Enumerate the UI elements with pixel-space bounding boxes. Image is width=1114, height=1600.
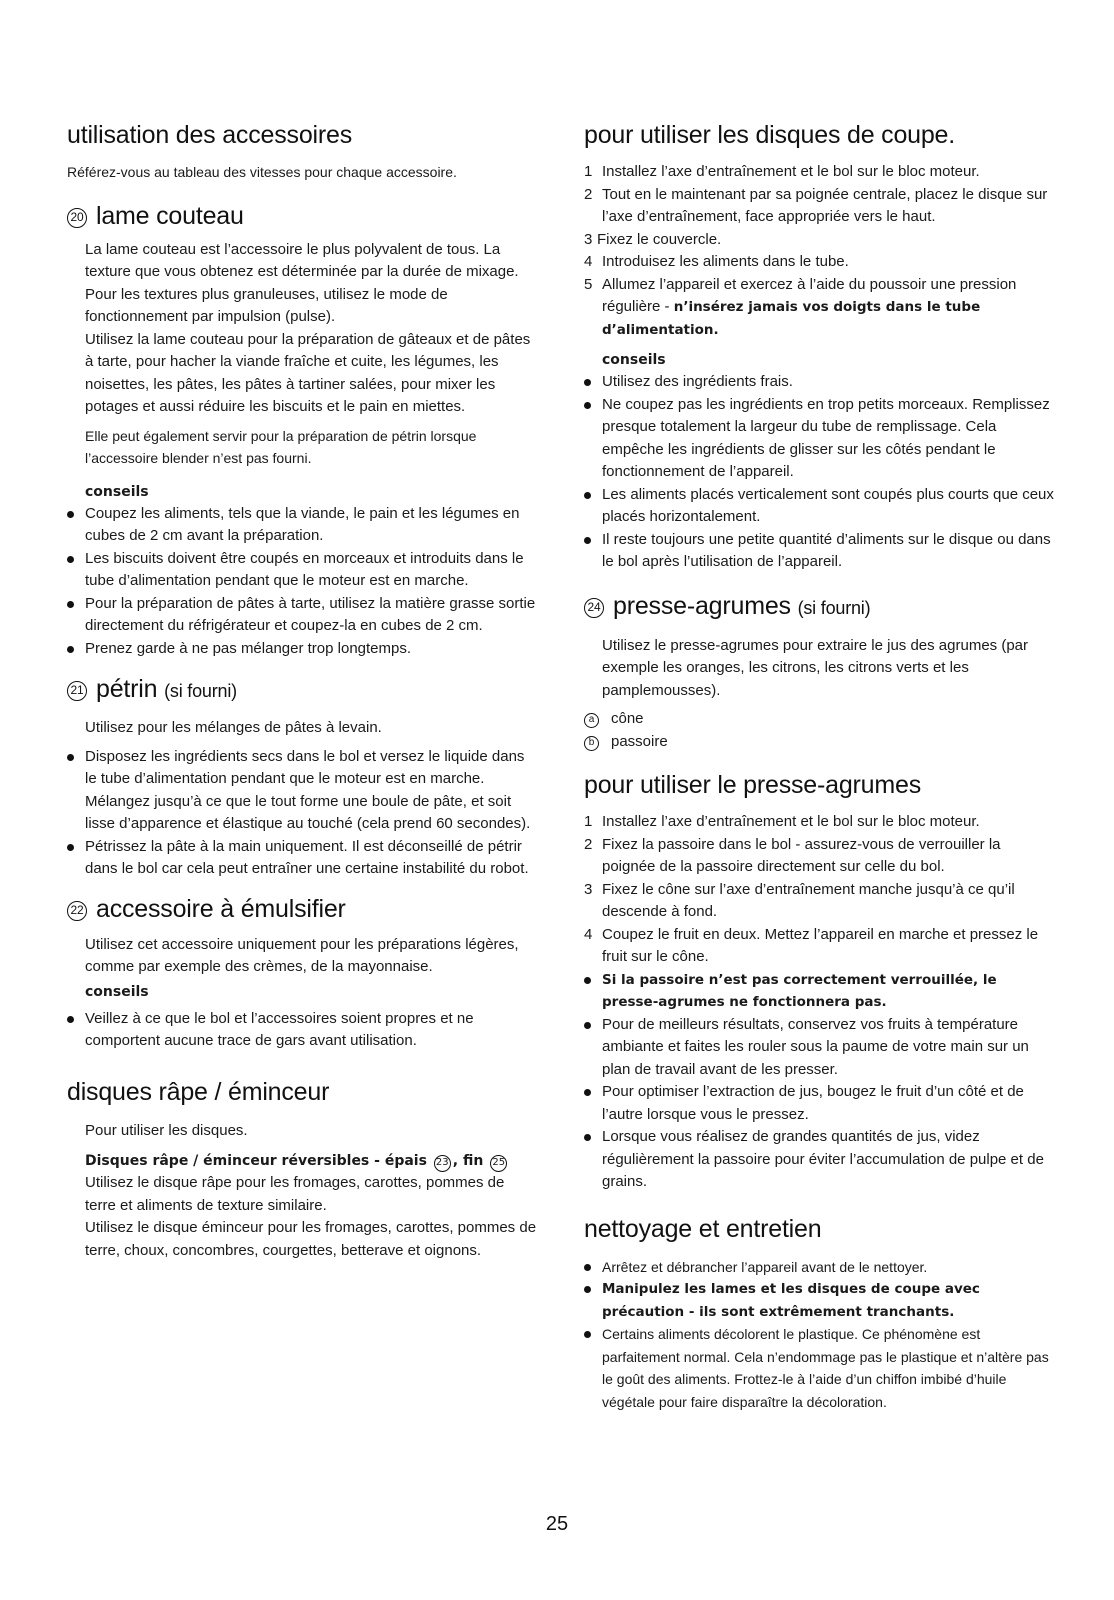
list-item: Utilisez des ingrédients frais.	[584, 371, 1054, 394]
letter-b-icon: b	[584, 736, 599, 751]
list-item: 1 Installez l’axe d’entraînement et le bol sur le bloc moteur.	[584, 813, 980, 830]
bullet-icon	[584, 1134, 591, 1141]
lame-paragraph-2: Utilisez la lame couteau pour la préparation de gâteaux et de pâtes à tarte, pour hacher la viande fraîche et cuite, les légumes, les noisettes, les pâtes, les pâtes à tartiner salées, pour mixer les potages et aussi réduire les biscuits et le pain en miettes.	[85, 330, 531, 415]
bullet-icon	[584, 492, 591, 499]
agrumes-steps	[584, 811, 1054, 969]
bullet-icon	[67, 511, 74, 518]
list-item: 1 Installez l’axe d’entraînement et le bol sur le bloc moteur.	[584, 163, 980, 180]
heading-nettoyage: nettoyage et entretien	[584, 1214, 822, 1243]
agrumes-title: presse-agrumes	[613, 591, 791, 620]
list-item: 3 Fixez le couvercle.	[584, 230, 722, 248]
lame-paragraph-3: Elle peut également servir pour la préparation de pétrin lorsque l’accessoire blender n’est pas fourni.	[85, 427, 477, 466]
bullet-icon	[584, 1022, 591, 1029]
list-item: Les aliments placés verticalement sont coupés plus courts que ceux placés horizontalement.	[584, 484, 1054, 529]
bullet-icon	[584, 1331, 591, 1338]
bullet-icon	[584, 402, 591, 409]
heading-petrin	[67, 674, 537, 706]
list-item: 5 Allumez l’appareil et exercez à l’aide du poussoir une pression régulière - n’insérez jamais vos doigts dans le tube d’alimentation.	[584, 275, 1017, 338]
petrin-suffix: (si fourni)	[164, 681, 237, 701]
bullet-icon	[584, 1264, 591, 1271]
list-item: Coupez les aliments, tels que la viande, le pain et les légumes en cubes de 2 cm avant la préparation.	[67, 503, 537, 548]
emulsifier-title: accessoire à émulsifier	[96, 894, 346, 923]
bullet-icon	[67, 646, 74, 653]
petrin-intro: Utilisez pour les mélanges de pâtes à levain.	[85, 719, 382, 736]
list-item: b passoire	[584, 731, 1054, 754]
list-item: Disposez les ingrédients secs dans le bol et versez le liquide dans le tube d’alimentation pendant que le moteur est en marche. Mélangez jusqu’à ce que le tout forme une boule de pâte, et soit lisse d’apparence et élastique au touché (cela prend 60 secondes).	[67, 746, 537, 836]
number-21-icon: 21	[67, 681, 87, 701]
right-column	[584, 120, 1054, 1413]
list-item: Lorsque vous réalisez de grandes quantités de jus, videz régulièrement la passoire pour éviter l’accumulation de pulpe et de grains.	[584, 1126, 1054, 1194]
heading-agrumes	[584, 591, 1054, 623]
nettoyage-list	[584, 1256, 1054, 1414]
agrumes-suffix: (si fourni)	[797, 597, 871, 618]
list-item: 2 Tout en le maintenant par sa poignée centrale, placez le disque sur l’axe d’entraînement, face appropriée vers le haut.	[584, 185, 1048, 225]
list-item: Il reste toujours une petite quantité d’aliments sur le disque ou dans le bol après l’utilisation de l’appareil.	[584, 529, 1054, 574]
agrumes-intro: Utilisez le presse-agrumes pour extraire le jus des agrumes (par exemple les oranges, les citrons, les citrons verts et les pamplemousses).	[602, 636, 1029, 699]
bullet-icon	[67, 601, 74, 608]
warning-text: Si la passoire n’est pas correctement verrouillée, le presse-agrumes ne fonctionnera pas.	[602, 971, 997, 1010]
list-item: Arrêtez et débrancher l’appareil avant de le nettoyer.	[584, 1256, 1054, 1279]
bullet-icon	[67, 754, 74, 761]
coupe-tips-label: conseils	[602, 352, 666, 368]
left-column	[67, 120, 537, 1262]
list-item: 4 Introduisez les aliments dans le tube.	[584, 253, 849, 270]
bullet-icon	[584, 977, 591, 984]
disques-intro: Pour utiliser les disques.	[85, 1121, 248, 1139]
number-25-icon: 25	[490, 1155, 507, 1172]
list-item: Les biscuits doivent être coupés en morceaux et introduits dans le tube d’alimentation pendant que le moteur est en marche.	[67, 548, 537, 593]
emulsifier-tips-list	[67, 1008, 537, 1053]
heading-disques: disques râpe / éminceur	[67, 1077, 330, 1106]
heading-emulsifier	[67, 894, 537, 924]
list-item: Certains aliments décolorent le plastique. Ce phénomène est parfaitement normal. Cela n’endommage pas le plastique et n’altère pas le goût des aliments. Frottez-le à l’aide d’un chiffon imbibé d’huile végétale pour faire disparaître la décoloration.	[584, 1323, 1054, 1413]
heading-coupe: pour utiliser les disques de coupe.	[584, 121, 956, 149]
heading-agrumes-use: pour utiliser le presse-agrumes	[584, 771, 922, 799]
bullet-icon	[67, 844, 74, 851]
list-item: Pour optimiser l’extraction de jus, bougez le fruit d’un côté et de l’autre lorsque vous le pressez.	[584, 1081, 1054, 1126]
number-22-icon: 22	[67, 901, 87, 921]
list-item: Prenez garde à ne pas mélanger trop longtemps.	[67, 638, 537, 661]
bullet-icon	[584, 537, 591, 544]
number-20-icon: 20	[67, 208, 87, 228]
agrumes-tips-list	[584, 969, 1054, 1194]
list-item: Ne coupez pas les ingrédients en trop petits morceaux. Remplissez presque totalement la largeur du tube de remplissage. Cela empêche les ingrédients de glisser sur les côtés pendant le fonctionnement de l’appareil.	[584, 394, 1054, 484]
list-item: Veillez à ce que le bol et l’accessoires soient propres et ne comportent aucune trace de gars avant utilisation.	[67, 1008, 537, 1053]
bullet-icon	[584, 1089, 591, 1096]
emulsifier-tips-label: conseils	[85, 983, 149, 1000]
list-item: Pour de meilleurs résultats, conservez vos fruits à température ambiante et faites les rouler sous la paume de votre main sur un plan de travail avant de les presser.	[584, 1014, 1054, 1082]
petrin-title: pétrin	[96, 675, 158, 703]
disques-subheading: Disques râpe / éminceur réversibles - épais 23 , fin 25	[67, 1150, 537, 1172]
emulsifier-intro: Utilisez cet accessoire uniquement pour les préparations légères, comme par exemple des crèmes, de la mayonnaise.	[85, 935, 519, 975]
agrumes-parts	[584, 708, 1054, 753]
heading-lame	[67, 201, 537, 231]
disques-paragraph-1: Utilisez le disque râpe pour les fromages, carottes, pommes de terre et aliments de texture similaire.	[85, 1174, 505, 1214]
heading-accessories: utilisation des accessoires	[67, 121, 353, 149]
accessories-intro: Référez-vous au tableau des vitesses pour chaque accessoire.	[67, 164, 457, 180]
list-item: 2 Fixez la passoire dans le bol - assurez-vous de verrouiller la poignée de la passoire directement sur celle du bol.	[584, 835, 1001, 875]
list-item	[584, 1278, 1054, 1323]
bullet-icon	[584, 379, 591, 386]
bullet-icon	[584, 1286, 591, 1293]
lame-paragraph-1: La lame couteau est l’accessoire le plus polyvalent de tous. La texture que vous obtenez est déterminée par la durée de mixage. Pour les textures plus granuleuses, utilisez le mode de fonctionnement par impulsion (pulse).	[85, 240, 519, 325]
lame-tips-list	[67, 503, 537, 661]
list-item	[584, 969, 1054, 1014]
petrin-list	[67, 746, 537, 881]
coupe-tips-list	[584, 371, 1054, 574]
bullet-icon	[67, 1016, 74, 1023]
lame-title: lame couteau	[96, 201, 244, 230]
list-item: Pétrissez la pâte à la main uniquement. Il est déconseillé de pétrir dans le bol car cela peut entraîner une certaine instabilité du robot.	[67, 836, 537, 881]
list-item: 4 Coupez le fruit en deux. Mettez l’appareil en marche et pressez le fruit sur le cône.	[584, 925, 1039, 965]
number-24-icon: 24	[584, 598, 604, 618]
list-item: 3 Fixez le cône sur l’axe d’entraînement manche jusqu’à ce qu’il descende à fond.	[584, 880, 1015, 920]
warning-text: n’insérez jamais vos doigts dans le tube d’alimentation.	[602, 299, 981, 338]
bullet-icon	[67, 556, 74, 563]
disques-paragraph-2: Utilisez le disque éminceur pour les fromages, carottes, pommes de terre, choux, concombres, courgettes, betterave et oignons.	[85, 1219, 537, 1259]
number-23-icon: 23	[434, 1155, 451, 1172]
lame-tips-label: conseils	[85, 483, 149, 500]
list-item: Pour la préparation de pâtes à tarte, utilisez la matière grasse sortie directement du réfrigérateur et coupez-la en cubes de 2 cm.	[67, 593, 537, 638]
letter-a-icon: a	[584, 713, 599, 728]
page-number: 25	[545, 1513, 569, 1535]
coupe-steps	[584, 161, 1054, 341]
list-item: a cône	[584, 708, 1054, 731]
warning-text: Manipulez les lames et les disques de coupe avec précaution - ils sont extrêmement tranchants.	[602, 1281, 980, 1320]
